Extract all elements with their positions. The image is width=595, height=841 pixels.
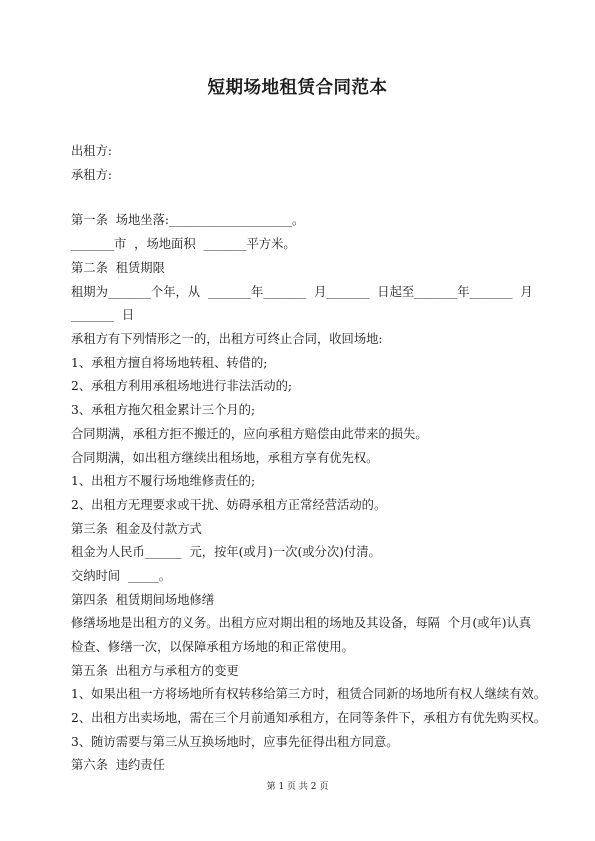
list-item: 2、出租方出卖场地，需在三个月前通知承租方，在同等条件下，承租方有优先购买权。 (71, 711, 547, 725)
lessor-line: 出租方: (71, 144, 113, 158)
list-item: 3、随访需要与第三从互换场地时，应事先征得出租方同意。 (71, 735, 399, 749)
paragraph-line: 租期为_______个年，从 _______年_______ 月_______ 日起至_______年_______ 月 (71, 285, 533, 299)
list-item: 2、承租方利用承租场地进行非法活动的; (71, 379, 293, 393)
paragraph-line: _______市 ，场地面积 _______平方米。 (71, 237, 296, 251)
article-2-heading: 第二条 租赁期限 (71, 261, 165, 275)
list-item: 1、承租方擅自将场地转租、转借的; (71, 356, 268, 370)
article-3-heading: 第三条 租金及付款方式 (71, 522, 202, 536)
lessee-line: 承租方: (71, 168, 113, 182)
paragraph-line: 检查、修缮一次，以保障承租方场地的和正常使用。 (71, 640, 354, 654)
article-4-heading: 第四条 租赁期间场地修缮 (71, 593, 215, 607)
list-item: 3、承租方拖欠租金累计三个月的; (71, 403, 256, 417)
page-footer: 第 1 页 共 2 页 (266, 782, 329, 792)
paragraph-line: _______ 日 (71, 308, 135, 322)
list-item: 1、如果出租一方将场地所有权转移给第三方时，租赁合同新的场地所有权人继续有效。 (71, 687, 547, 701)
paragraph-line: 修缮场地是出租方的义务。出租方应对期出租的场地及其设备，每隔 个月(或年)认真 (71, 616, 532, 630)
paragraph-line: 交纳时间 _____。 (71, 569, 172, 583)
list-item: 2、出租方无理要求或干扰、妨碍承租方正常经营活动的。 (71, 498, 387, 512)
paragraph-line: 租金为人民币______ 元，按年(或月)一次(或分次)付清。 (71, 545, 381, 559)
paragraph-line: 合同期满，承租方拒不搬迁的，应向承租方赔偿由此带来的损失。 (71, 427, 428, 441)
paragraph-line: 合同期满，如出租方继续出租场地，承租方享有优先权。 (71, 451, 379, 465)
article-6-heading: 第六条 违约责任 (71, 758, 165, 772)
paragraph-line: 承租方有下列情形之一的，出租方可终止合同，收回场地: (71, 332, 383, 346)
article-5-heading: 第五条 出租方与承租方的变更 (71, 664, 239, 678)
document-title: 短期场地租赁合同范本 (207, 78, 388, 98)
article-1-heading: 第一条 场地坐落:____________________。 (71, 213, 305, 227)
list-item: 1、出租方不履行场地维修责任的; (71, 474, 256, 488)
